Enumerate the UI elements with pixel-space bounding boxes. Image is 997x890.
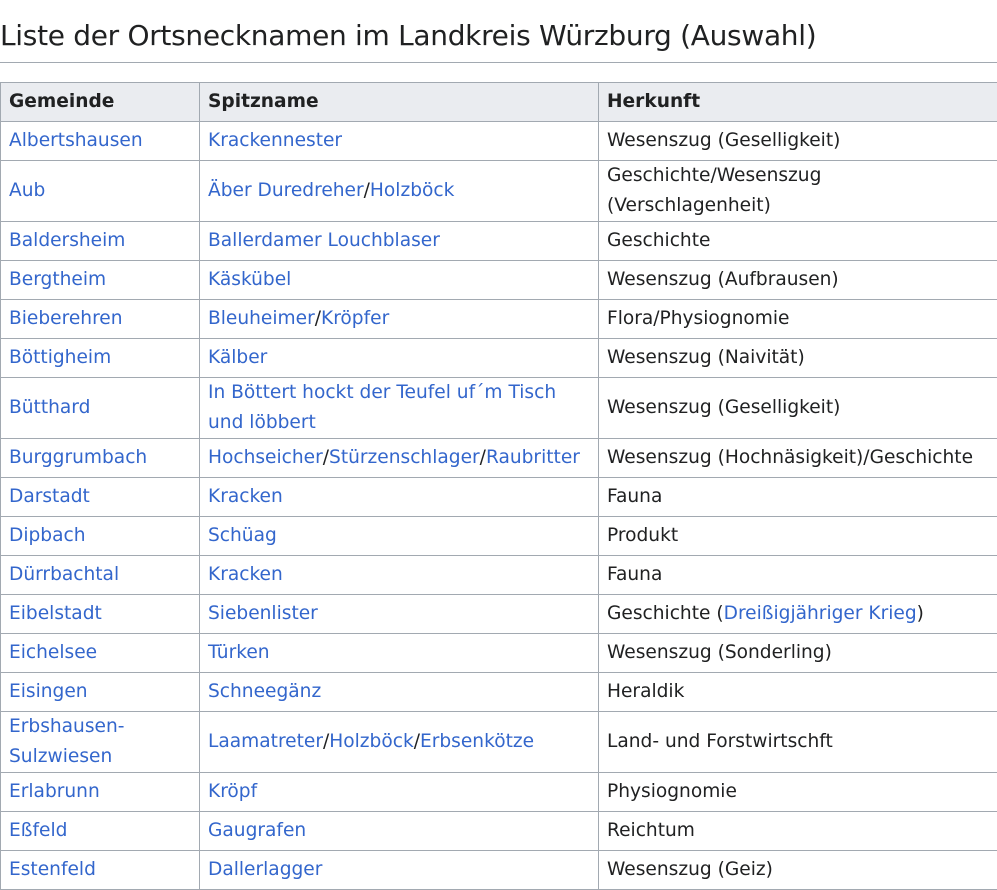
- herkunft-text: Geschichte/Wesenszug (Verschlagenheit): [607, 165, 821, 216]
- cell-spitzname: [200, 556, 599, 595]
- spitzname-link[interactable]: Kröpfer: [321, 308, 389, 329]
- cell-gemeinde: [1, 634, 200, 673]
- gemeinde-link[interactable]: Erlabrunn: [9, 781, 100, 802]
- cell-herkunft: [599, 712, 997, 773]
- spitzname-link[interactable]: Käskübel: [208, 269, 291, 290]
- cell-gemeinde: [1, 478, 200, 517]
- cell-gemeinde: [1, 812, 200, 851]
- cell-herkunft: [599, 556, 997, 595]
- cell-spitzname: [200, 261, 599, 300]
- spitzname-link[interactable]: Raubritter: [486, 447, 580, 468]
- cell-gemeinde: [1, 851, 200, 890]
- spitzname-link[interactable]: Äber Duredreher: [208, 180, 364, 201]
- cell-herkunft: [599, 161, 997, 222]
- cell-herkunft: [599, 595, 997, 634]
- gemeinde-link[interactable]: Bieberehren: [9, 308, 123, 329]
- table-row: [1, 378, 997, 439]
- nicknames-table: [0, 82, 997, 890]
- gemeinde-link[interactable]: Eichelsee: [9, 642, 97, 663]
- spitzname-link[interactable]: In Böttert hockt der Teufel uf´m Tisch und löbbert: [208, 382, 556, 433]
- cell-spitzname: [200, 851, 599, 890]
- cell-gemeinde: [1, 300, 200, 339]
- herkunft-text: Wesenszug (Aufbrausen): [607, 269, 839, 290]
- table-row: [1, 222, 997, 261]
- table-row: [1, 673, 997, 712]
- cell-gemeinde: [1, 595, 200, 634]
- spitzname-link[interactable]: Schüag: [208, 525, 277, 546]
- gemeinde-link[interactable]: Eibelstadt: [9, 603, 102, 624]
- herkunft-text: Geschichte: [607, 230, 710, 251]
- cell-gemeinde: [1, 673, 200, 712]
- herkunft-text: Produkt: [607, 525, 678, 546]
- separator: /: [323, 731, 329, 752]
- separator: /: [315, 308, 321, 329]
- cell-herkunft: [599, 222, 997, 261]
- cell-spitzname: [200, 161, 599, 222]
- table-row: [1, 851, 997, 890]
- spitzname-link[interactable]: Kröpf: [208, 781, 257, 802]
- cell-gemeinde: [1, 712, 200, 773]
- spitzname-link[interactable]: Kracken: [208, 486, 283, 507]
- gemeinde-link[interactable]: Dürrbachtal: [9, 564, 119, 585]
- column-header-herkunft: Herkunft: [599, 83, 997, 122]
- gemeinde-link[interactable]: Eisingen: [9, 681, 88, 702]
- table-row: [1, 773, 997, 812]
- cell-gemeinde: [1, 339, 200, 378]
- herkunft-text: Wesenszug (Geselligkeit): [607, 130, 840, 151]
- spitzname-link[interactable]: Siebenlister: [208, 603, 318, 624]
- cell-gemeinde: [1, 517, 200, 556]
- cell-herkunft: [599, 339, 997, 378]
- table-row: [1, 161, 997, 222]
- gemeinde-link[interactable]: Estenfeld: [9, 859, 96, 880]
- cell-gemeinde: [1, 439, 200, 478]
- cell-herkunft: [599, 378, 997, 439]
- gemeinde-link[interactable]: Dipbach: [9, 525, 86, 546]
- cell-spitzname: [200, 300, 599, 339]
- gemeinde-link[interactable]: Aub: [9, 180, 45, 201]
- cell-gemeinde: [1, 261, 200, 300]
- separator: /: [414, 731, 420, 752]
- cell-herkunft: [599, 773, 997, 812]
- cell-herkunft: [599, 300, 997, 339]
- gemeinde-link[interactable]: Bütthard: [9, 397, 90, 418]
- table-row: [1, 595, 997, 634]
- table-row: [1, 122, 997, 161]
- herkunft-text: Flora/Physiognomie: [607, 308, 789, 329]
- gemeinde-link[interactable]: Darstadt: [9, 486, 90, 507]
- cell-herkunft: [599, 673, 997, 712]
- cell-gemeinde: [1, 773, 200, 812]
- cell-spitzname: [200, 517, 599, 556]
- herkunft-text: Land- und Forstwirtschft: [607, 731, 833, 752]
- cell-spitzname: [200, 478, 599, 517]
- column-header-spitzname: Spitzname: [200, 83, 599, 122]
- table-row: [1, 339, 997, 378]
- spitzname-link[interactable]: Kracken: [208, 564, 283, 585]
- herkunft-text: Wesenszug (Naivität): [607, 347, 805, 368]
- separator: /: [323, 447, 329, 468]
- gemeinde-link[interactable]: Eßfeld: [9, 820, 67, 841]
- cell-herkunft: [599, 812, 997, 851]
- spitzname-link[interactable]: Stürzenschlager: [329, 447, 480, 468]
- spitzname-link[interactable]: Türken: [208, 642, 270, 663]
- cell-spitzname: [200, 773, 599, 812]
- herkunft-text: Physiognomie: [607, 781, 737, 802]
- cell-gemeinde: [1, 556, 200, 595]
- separator: /: [480, 447, 486, 468]
- cell-herkunft: [599, 517, 997, 556]
- cell-spitzname: [200, 812, 599, 851]
- gemeinde-link[interactable]: Bergtheim: [9, 269, 106, 290]
- table-row: [1, 478, 997, 517]
- gemeinde-link[interactable]: Böttigheim: [9, 347, 111, 368]
- table-row: [1, 517, 997, 556]
- table-header-row: [1, 83, 997, 122]
- gemeinde-link[interactable]: Erbshausen-Sulzwiesen: [9, 716, 124, 767]
- herkunft-link[interactable]: Dreißigjähriger Krieg: [724, 603, 917, 624]
- cell-herkunft: [599, 478, 997, 517]
- cell-spitzname: [200, 634, 599, 673]
- herkunft-text: Wesenszug (Hochnäsigkeit)/Geschichte: [607, 447, 973, 468]
- page-title: Liste der Ortsnecknamen im Landkreis Würzburg (Auswahl): [0, 16, 997, 63]
- separator: /: [364, 180, 370, 201]
- spitzname-link[interactable]: Ballerdamer Louchblaser: [208, 230, 440, 251]
- spitzname-link[interactable]: Bleuheimer: [208, 308, 315, 329]
- cell-spitzname: [200, 673, 599, 712]
- gemeinde-link[interactable]: Baldersheim: [9, 230, 125, 251]
- spitzname-link[interactable]: Holzböck: [329, 731, 413, 752]
- cell-spitzname: [200, 439, 599, 478]
- cell-spitzname: [200, 378, 599, 439]
- cell-gemeinde: [1, 378, 200, 439]
- cell-herkunft: [599, 439, 997, 478]
- column-header-gemeinde: Gemeinde: [1, 83, 200, 122]
- spitzname-link[interactable]: Kälber: [208, 347, 267, 368]
- table-row: [1, 261, 997, 300]
- herkunft-text: Reichtum: [607, 820, 695, 841]
- table-row: [1, 439, 997, 478]
- spitzname-link[interactable]: Schneegänz: [208, 681, 321, 702]
- cell-gemeinde: [1, 122, 200, 161]
- gemeinde-link[interactable]: Albertshausen: [9, 130, 143, 151]
- spitzname-link[interactable]: Erbsenkötze: [420, 731, 534, 752]
- cell-spitzname: [200, 339, 599, 378]
- herkunft-text: Wesenszug (Sonderling): [607, 642, 832, 663]
- cell-spitzname: [200, 712, 599, 773]
- spitzname-link[interactable]: Holzböck: [370, 180, 454, 201]
- table-row: [1, 300, 997, 339]
- herkunft-text: Heraldik: [607, 681, 684, 702]
- cell-spitzname: [200, 122, 599, 161]
- herkunft-text: Wesenszug (Geselligkeit): [607, 397, 840, 418]
- table-row: [1, 712, 997, 773]
- spitzname-link[interactable]: Krackennester: [208, 130, 342, 151]
- spitzname-link[interactable]: Dallerlagger: [208, 859, 322, 880]
- table-row: [1, 634, 997, 673]
- table-row: [1, 556, 997, 595]
- herkunft-text: Fauna: [607, 564, 662, 585]
- cell-gemeinde: [1, 222, 200, 261]
- herkunft-text-after: ): [917, 603, 924, 624]
- cell-herkunft: [599, 261, 997, 300]
- table-row: [1, 812, 997, 851]
- herkunft-text: Geschichte (: [607, 603, 724, 624]
- spitzname-link[interactable]: Laamatreter: [208, 731, 323, 752]
- herkunft-text: Wesenszug (Geiz): [607, 859, 773, 880]
- cell-spitzname: [200, 222, 599, 261]
- spitzname-link[interactable]: Hochseicher: [208, 447, 323, 468]
- cell-spitzname: [200, 595, 599, 634]
- cell-herkunft: [599, 634, 997, 673]
- cell-herkunft: [599, 122, 997, 161]
- cell-gemeinde: [1, 161, 200, 222]
- cell-herkunft: [599, 851, 997, 890]
- gemeinde-link[interactable]: Burggrumbach: [9, 447, 147, 468]
- spitzname-link[interactable]: Gaugrafen: [208, 820, 306, 841]
- herkunft-text: Fauna: [607, 486, 662, 507]
